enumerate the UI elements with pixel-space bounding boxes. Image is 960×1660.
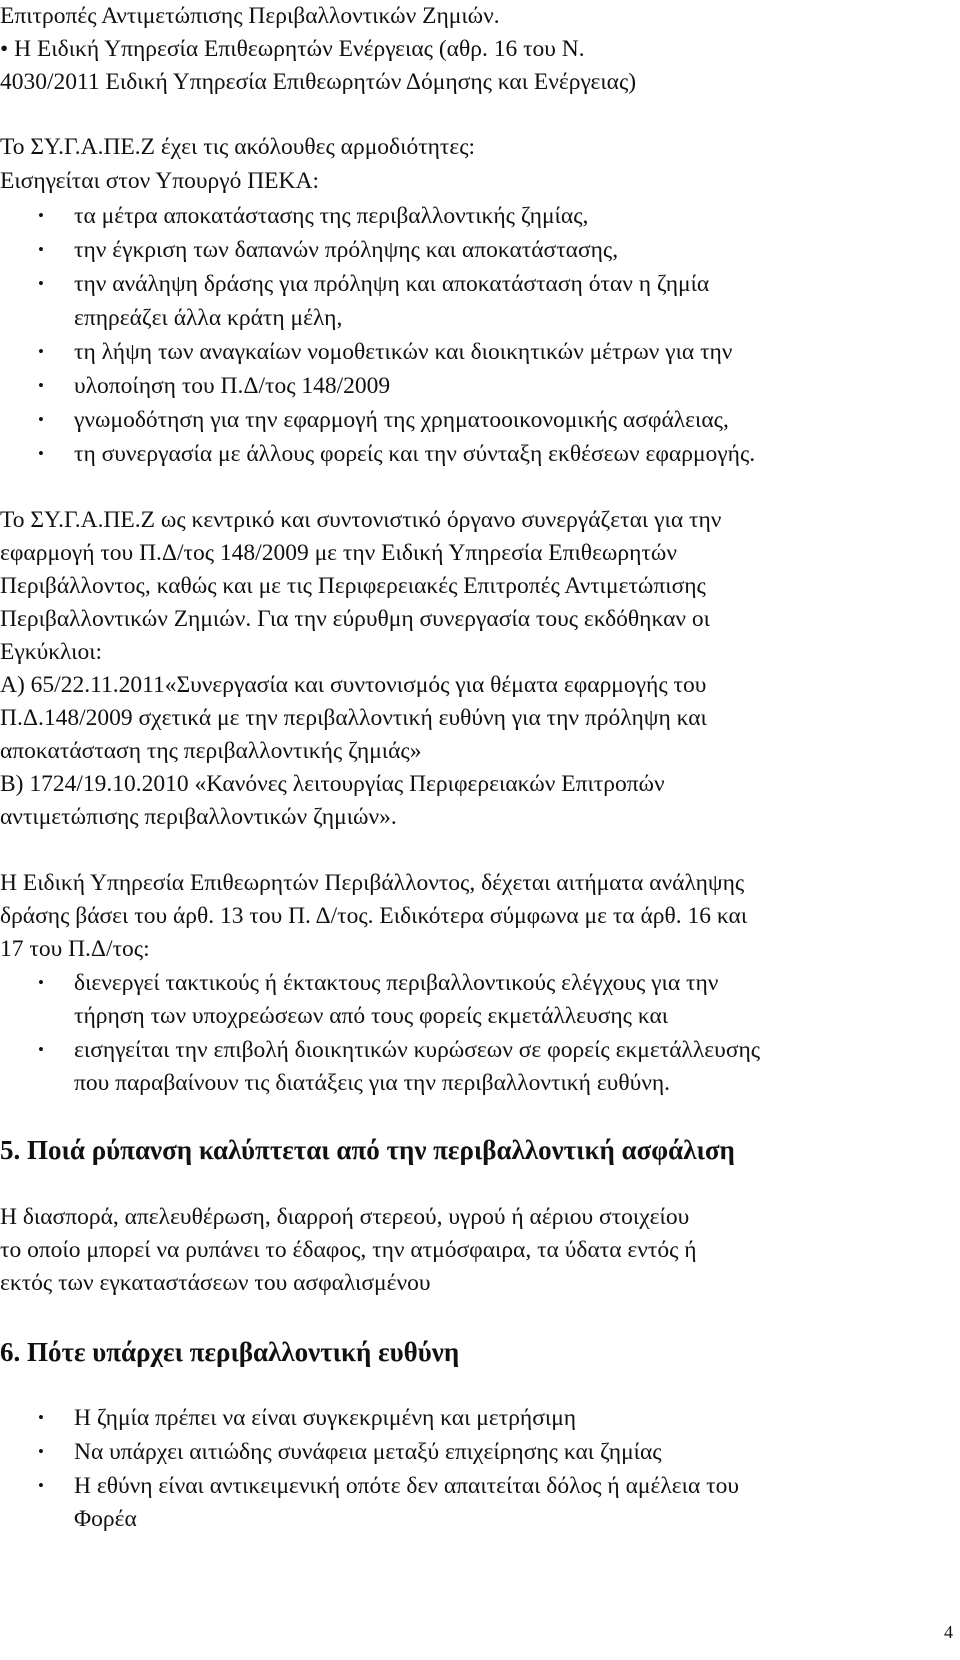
text-line: αποκατάσταση της περιβαλλοντικής ζημιάς»: [0, 738, 422, 764]
list-item: την έγκριση των δαπανών πρόληψης και αποκατάστασης,: [74, 237, 619, 263]
list-item-continuation: τήρηση των υποχρεώσεων από τους φορείς εκμετάλλευσης και: [74, 1003, 669, 1029]
bullet-icon: •: [38, 1442, 44, 1461]
text-line: Εισηγείται στον Υπουργό ΠΕΚΑ:: [0, 168, 320, 194]
bullet-icon: •: [38, 240, 44, 259]
list-item-continuation: που παραβαίνουν τις διατάξεις για την περιβαλλοντική ευθύνη.: [74, 1070, 671, 1096]
bullet-icon: •: [38, 206, 44, 225]
list-item: υλοποίηση του Π.Δ/τος 148/2009: [74, 373, 391, 399]
bullet-icon: •: [38, 973, 44, 992]
list-item: την ανάληψη δράσης για πρόληψη και αποκατάσταση όταν η ζημία: [74, 271, 710, 297]
text-line: Το ΣΥ.Γ.Α.ΠΕ.Ζ έχει τις ακόλουθες αρμοδιότητες:: [0, 134, 476, 160]
text-line: Α) 65/22.11.2011«Συνεργασία και συντονισμός για θέματα εφαρμογής του: [0, 672, 707, 698]
text-line: Β) 1724/19.10.2010 «Κανόνες λειτουργίας Περιφερειακών Επιτροπών: [0, 771, 665, 797]
text-line: δράσης βάσει του άρθ. 13 του Π. Δ/τος. Ειδικότερα σύμφωνα με τα άρθ. 16 και: [0, 903, 748, 929]
section-heading: 6. Πότε υπάρχει περιβαλλοντική ευθύνη: [0, 1337, 460, 1367]
text-line: αντιμετώπισης περιβαλλοντικών ζημιών».: [0, 804, 397, 830]
list-item: τα μέτρα αποκατάστασης της περιβαλλοντικής ζημίας,: [74, 203, 589, 229]
list-item: διενεργεί τακτικούς ή έκτακτους περιβαλλοντικούς ελέγχους για την: [74, 970, 719, 996]
text-line: Π.Δ.148/2009 σχετικά με την περιβαλλοντική ευθύνη για την πρόληψη και: [0, 705, 707, 731]
text-line: 17 του Π.Δ/τος:: [0, 936, 150, 962]
text-line: Επιτροπές Αντιμετώπισης Περιβαλλοντικών Ζημιών.: [0, 3, 500, 29]
text-line: εφαρμογή του Π.Δ/τος 148/2009 με την Ειδική Υπηρεσία Επιθεωρητών: [0, 540, 677, 566]
bullet-icon: •: [38, 444, 44, 463]
section-heading: 5. Ποιά ρύπανση καλύπτεται από την περιβαλλοντική ασφάλιση: [0, 1135, 735, 1165]
text-line: Εγκύκλιοι:: [0, 639, 103, 665]
text-line: Η διασπορά, απελευθέρωση, διαρροή στερεού, υγρού ή αέριου στοιχείου: [0, 1204, 690, 1230]
bullet-icon: •: [38, 410, 44, 429]
list-item: Η ζημία πρέπει να είναι συγκεκριμένη και μετρήσιμη: [74, 1405, 577, 1431]
bullet-icon: •: [38, 1040, 44, 1059]
list-item: Η εθύνη είναι αντικειμενική οπότε δεν απαιτείται δόλος ή αμέλεια του: [74, 1473, 739, 1499]
text-line: Η Ειδική Υπηρεσία Επιθεωρητών Περιβάλλοντος, δέχεται αιτήματα ανάληψης: [0, 870, 745, 896]
list-item: Να υπάρχει αιτιώδης συνάφεια μεταξύ επιχείρησης και ζημίας: [74, 1439, 662, 1465]
list-item: τη συνεργασία με άλλους φορείς και την σύνταξη εκθέσεων εφαρμογής.: [74, 441, 756, 467]
bullet-icon: •: [38, 376, 44, 395]
text-line: Περιβάλλοντος, καθώς και με τις Περιφερειακές Επιτροπές Αντιμετώπισης: [0, 573, 706, 599]
list-item-continuation: επηρεάζει άλλα κράτη μέλη,: [74, 305, 343, 331]
text-line: • Η Ειδική Υπηρεσία Επιθεωρητών Ενέργειας (αθρ. 16 του Ν.: [0, 36, 585, 62]
text-line: Περιβαλλοντικών Ζημιών. Για την εύρυθμη συνεργασία τους εκδόθηκαν οι: [0, 606, 710, 632]
bullet-icon: •: [38, 274, 44, 293]
text-line: Το ΣΥ.Γ.Α.ΠΕ.Ζ ως κεντρικό και συντονιστικό όργανο συνεργάζεται για την: [0, 507, 722, 533]
list-item: γνωμοδότηση για την εφαρμογή της χρηματοοικονομικής ασφάλειας,: [74, 407, 729, 433]
text-line: 4030/2011 Ειδική Υπηρεσία Επιθεωρητών Δόμησης και Ενέργειας): [0, 69, 637, 95]
bullet-icon: •: [38, 1476, 44, 1495]
text-line: το οποίο μπορεί να ρυπάνει το έδαφος, την ατμόσφαιρα, τα ύδατα εντός ή: [0, 1237, 697, 1263]
list-item: εισηγείται την επιβολή διοικητικών κυρώσεων σε φορείς εκμετάλλευσης: [74, 1037, 761, 1063]
list-item: τη λήψη των αναγκαίων νομοθετικών και διοικητικών μέτρων για την: [74, 339, 733, 365]
page-number: 4: [944, 1622, 953, 1642]
bullet-icon: •: [38, 342, 44, 361]
bullet-icon: •: [38, 1408, 44, 1427]
text-line: εκτός των εγκαταστάσεων του ασφαλισμένου: [0, 1270, 431, 1296]
list-item-continuation: Φορέα: [74, 1506, 137, 1532]
